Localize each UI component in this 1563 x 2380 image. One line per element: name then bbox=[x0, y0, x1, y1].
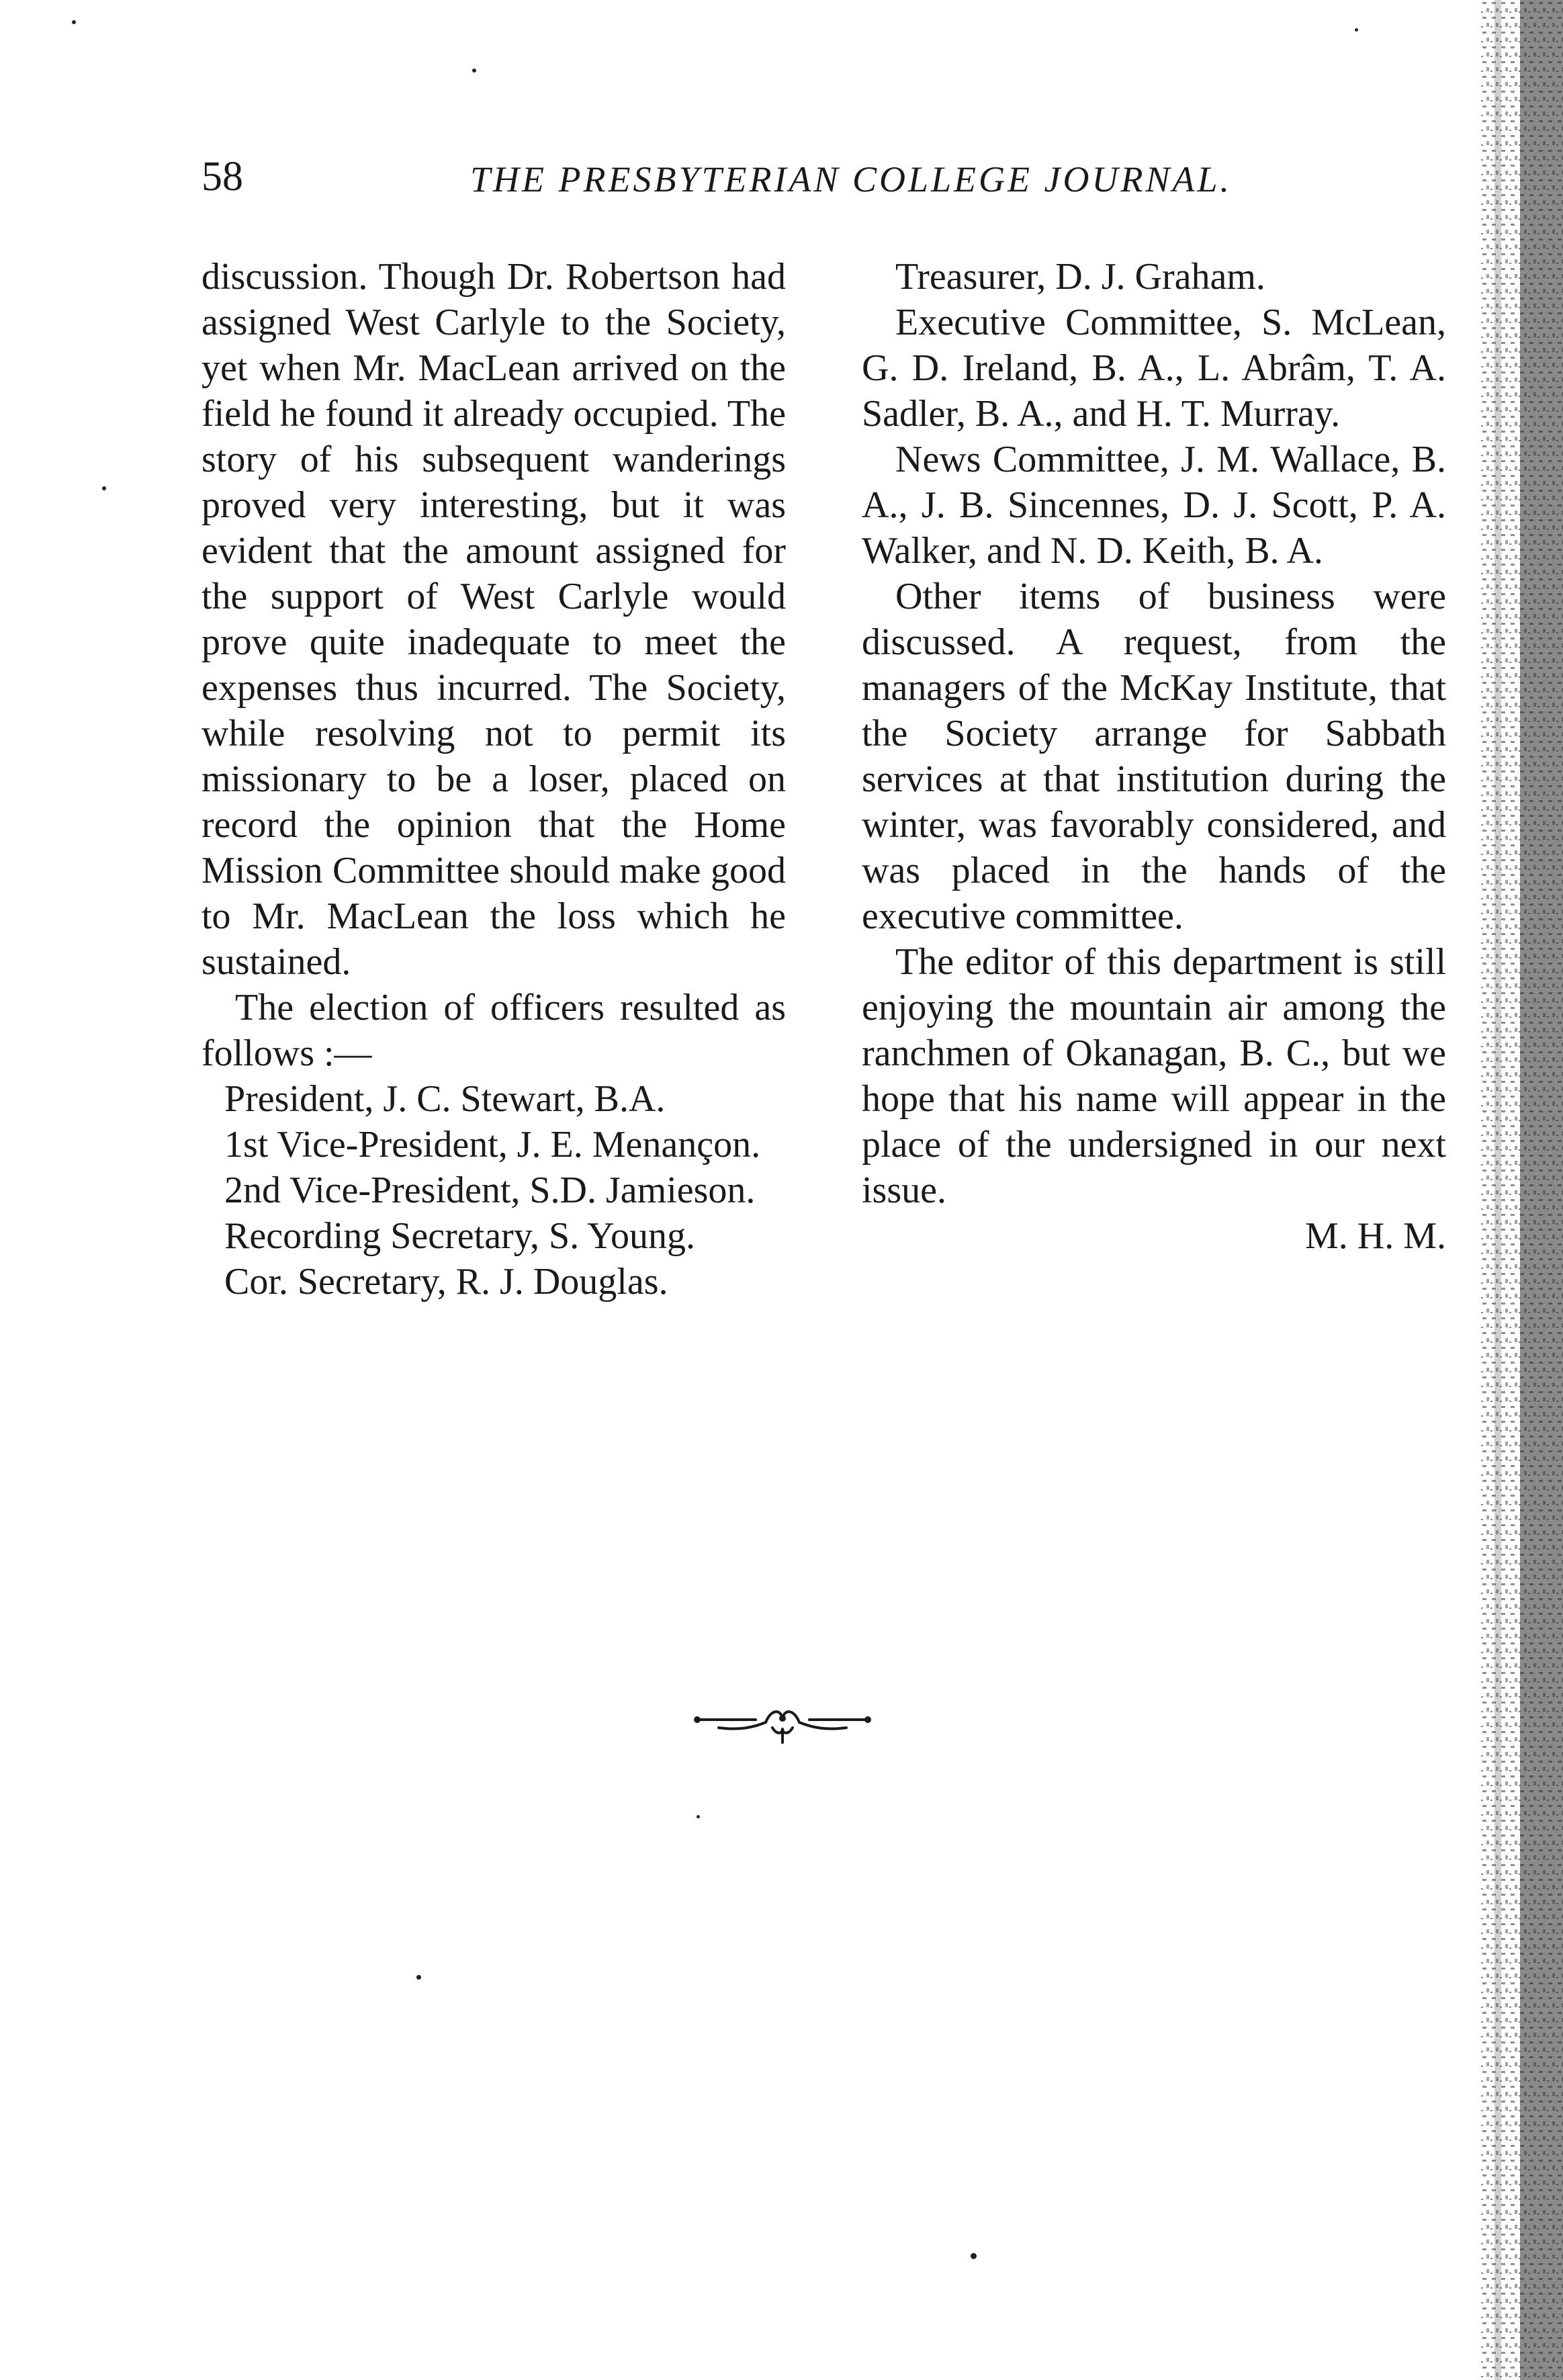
ink-speck bbox=[697, 1815, 700, 1818]
executive-committee: Executive Committee, S. McLean, G. D. Ireland, B. A., L. Abrâm, T. A. Sadler, B. A., and H. T. Murray. bbox=[862, 302, 1446, 435]
officer-recording-secretary: Recording Secretary, S. Young. bbox=[224, 1215, 695, 1257]
body-paragraph: Other items of business were discussed. A request, from the managers of the McKay Institute, that the Society arrange for Sabbath services at that institution during the winter, was favorably considered, and was placed in the hands of the executive committee. bbox=[862, 576, 1446, 937]
body-paragraph: The election of officers resulted as follows :— bbox=[202, 987, 786, 1074]
body-paragraph: The editor of this department is still enjoying the mountain air among the ranchmen of Okanagan, B. C., but we hope that his name will appear in the place of the undersigned in our next issue. bbox=[862, 941, 1446, 1211]
body-paragraph: discussion. Though Dr. Robertson had assigned West Carlyle to the Society, yet when Mr. MacLean arrived on the field he found it already occupied. The story of his subsequent wanderings proved very interesting, but it was evident that the amount assigned for the support of West Carlyle would prove quite inadequate to meet the expenses thus incurred. The Society, while resolving not to permit its missionary to be a loser, placed on record the opinion that the Home Mission Committee should make good to Mr. MacLean the loss which he sustained. bbox=[202, 256, 786, 983]
ink-speck bbox=[1355, 28, 1358, 32]
ink-speck bbox=[102, 486, 106, 490]
page-number: 58 bbox=[202, 154, 243, 200]
signature: M. H. M. bbox=[1304, 1215, 1446, 1257]
officer-president: President, J. C. Stewart, B.A. bbox=[224, 1078, 666, 1120]
ink-speck bbox=[416, 1975, 421, 1980]
right-column bbox=[862, 254, 1446, 1259]
officer-corresponding-secretary: Cor. Secretary, R. J. Douglas. bbox=[224, 1261, 668, 1303]
running-head: THE PRESBYTERIAN COLLEGE JOURNAL. bbox=[470, 159, 1233, 200]
news-committee: News Committee, J. M. Wallace, B. A., J. B. Sincennes, D. J. Scott, P. A. Walker, and N. D. Keith, B. A. bbox=[862, 439, 1446, 572]
treasurer-line: Treasurer, D. J. Graham. bbox=[895, 256, 1265, 298]
officer-first-vice-president: 1st Vice-President, J. E. Menançon. bbox=[224, 1124, 761, 1165]
page-edge-shadow bbox=[1481, 0, 1563, 2380]
ink-speck bbox=[472, 69, 476, 73]
ink-speck bbox=[971, 2253, 977, 2259]
left-column bbox=[202, 254, 786, 1305]
officer-second-vice-president: 2nd Vice-President, S.D. Jamieson. bbox=[224, 1170, 756, 1211]
ink-speck bbox=[72, 20, 76, 24]
scroll-ornament-icon bbox=[692, 1701, 873, 1748]
